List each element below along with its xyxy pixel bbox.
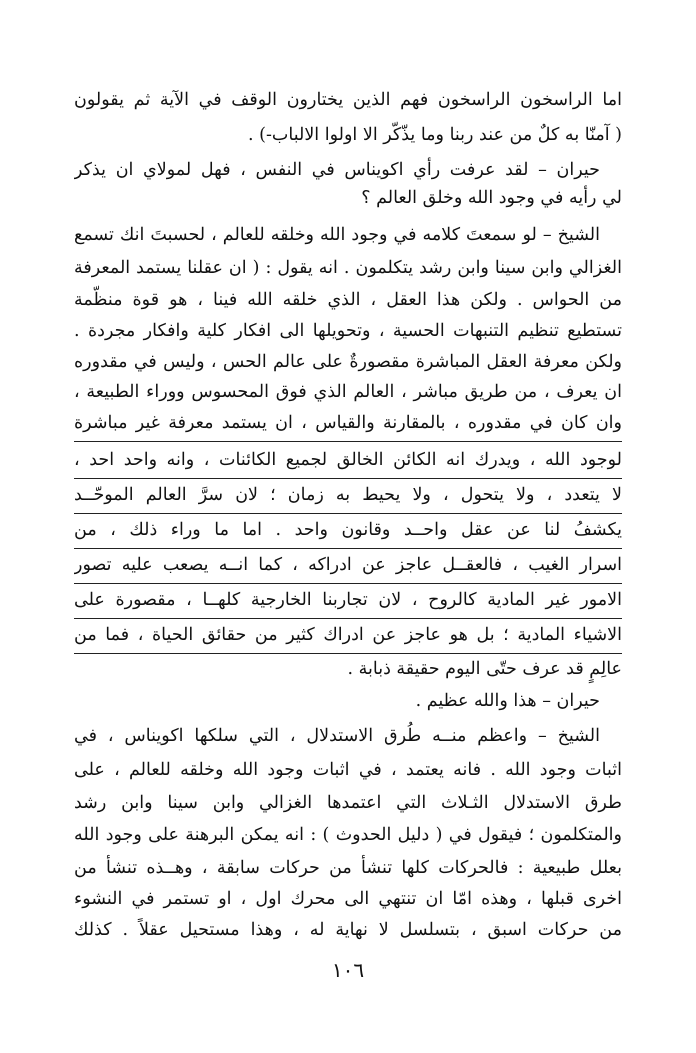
text-line-underlined: لوجود الله ، ويدرك انه الكائن الخالق لجميع الكائنات ، وانه واحد احد ، xyxy=(74,442,622,479)
text-line: والمتكلمون ؛ فيقول في ( دليل الحدوث ) : انه يمكن البرهنة على وجود الله xyxy=(74,825,622,845)
text-line: ( آمنّا به كلٌ من عند ربنا وما يذّكّر الا اولوا الالباب-) . xyxy=(248,125,622,145)
text-line: وان كان في مقدوره ، بالمقارنة والقياس ، ان يستمد معرفة غير مباشرة xyxy=(74,405,622,442)
text-line: الشيخ – واعظم منــه طُرق الاستدلال ، التي سلكها اكويناس ، في xyxy=(74,726,600,746)
text-line: اما الراسخون الراسخون فهم الذين يختارون الوقف في الآية ثم يقولون xyxy=(74,90,622,110)
text-line: اخرى قبلها ، وهذه امّا ان تنتهي الى محرك اول ، او تستمر في النشوء xyxy=(74,889,622,909)
text-line: الشيخ – لو سمعتَ كلامه في وجود الله وخلقه للعالم ، لحسبتَ انك تسمع xyxy=(74,225,600,245)
text-line: ان يعرف ، من طريق مباشر ، العالم الذي فوق المحسوس ووراء الطبيعة ، xyxy=(74,382,622,402)
text-line-underlined: لا يتعدد ، ولا يتحول ، ولا يحيط به زمان ؛ لان سرَّ العالم الموحّــد xyxy=(74,477,622,514)
text-line: من حركات اسبق ، بتسلسل لا نهاية له ، وهذا مستحيل عقلاً . كذلك xyxy=(74,920,622,940)
text-line: بعلل طبيعية : فالحركات كلها تنشأ من حركات سابقة ، وهــذه تنشأ من xyxy=(74,858,622,878)
text-line: تستطيع تنظيم التنبهات الحسية ، وتحويلها الى افكار كلية وافكار مجردة . xyxy=(74,321,622,341)
text-line: حيران – لقد عرفت رأي اكويناس في النفس ، فهل لمولاي ان يذكر xyxy=(74,160,600,180)
text-line: من الحواس . ولكن هذا العقل ، الذي خلقه الله فينا ، هو قوة منظّمة xyxy=(74,290,622,310)
page-number: ١٠٦ xyxy=(331,958,365,982)
text-line-underlined: اسرار الغيب ، فالعقــل عاجز عن ادراكه ، كما انــه يصعب عليه تصور xyxy=(74,547,622,584)
text-line: لي رأيه في وجود الله وخلق العالم ؟ xyxy=(361,188,622,208)
text-line: طرق الاستدلال الثـلاث التي اعتمدها الغزالي وابن سينا وابن رشد xyxy=(74,793,622,813)
text-line: عالِمٍ قد عرف حتّى اليوم حقيقة ذبابة . xyxy=(347,659,622,679)
text-line-underlined: الامور غير المادية كالروح ، لان تجاربنا الخارجية كلهــا ، مقصورة على xyxy=(74,582,622,619)
text-line-underlined: يكشفُ لنا عن عقل واحــد وقانون واحد . اما ما وراء ذلك ، من xyxy=(74,512,622,549)
text-line: حيران – هذا والله عظيم . xyxy=(415,691,600,711)
text-line: اثبات وجود الله . فانه يعتمد ، في اثبات وجود الله وخلقه للعالم ، على xyxy=(74,760,622,780)
text-line: ولكن معرفة العقل المباشرة مقصورةٌ على عالم الحس ، وليس في مقدوره xyxy=(74,352,622,372)
text-line-underlined: الاشياء المادية ؛ بل هو عاجز عن ادراك كثير من حقائق الحياة ، فما من xyxy=(74,617,622,654)
text-line: الغزالي وابن سينا وابن رشد يتكلمون . انه يقول : ( ان عقلنا يستمد المعرفة xyxy=(74,258,622,278)
